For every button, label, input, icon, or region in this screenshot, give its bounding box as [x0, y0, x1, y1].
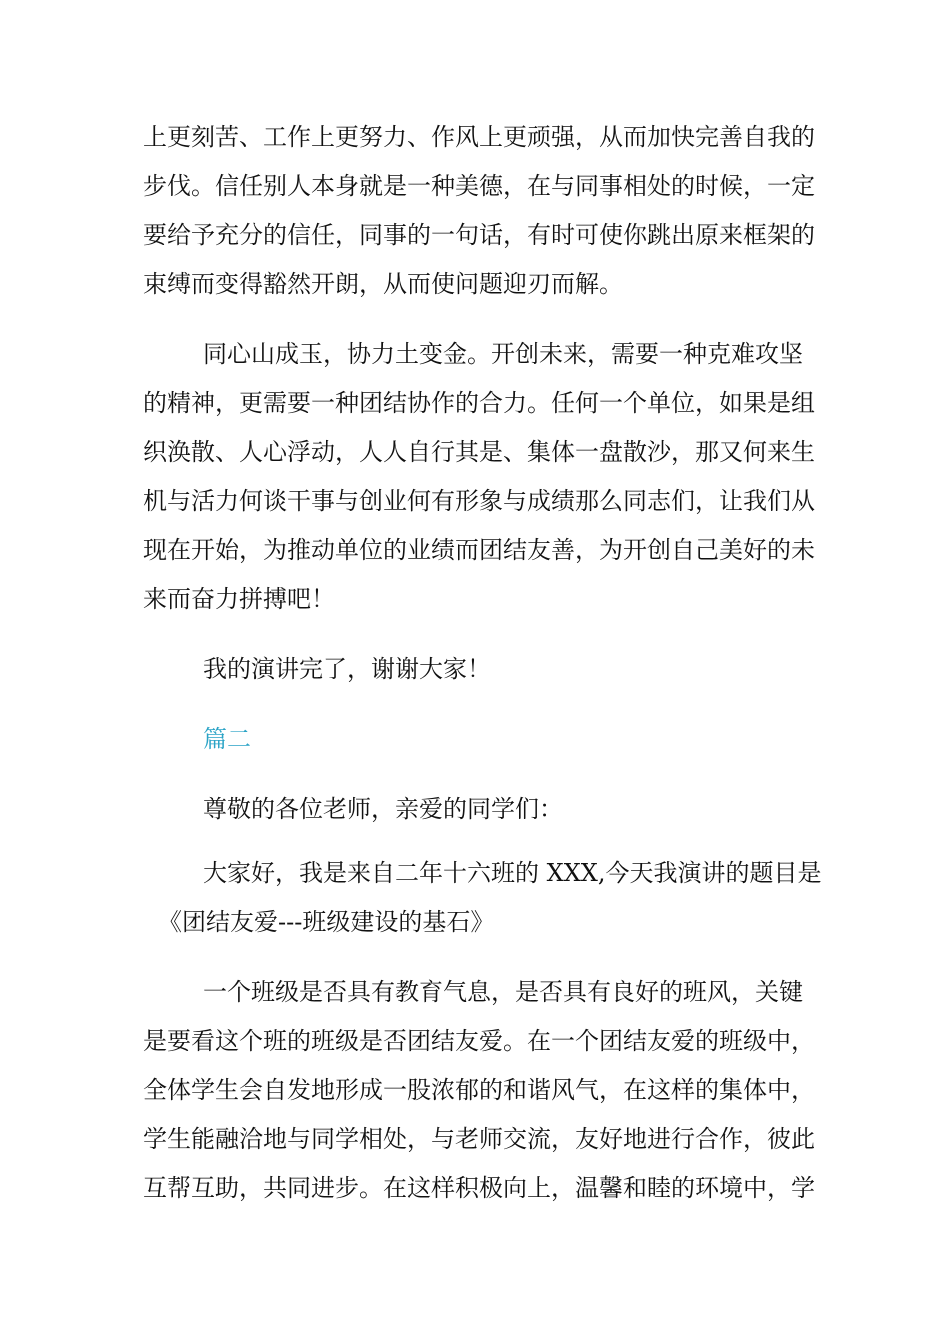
closing-line: 我的演讲完了，谢谢大家！	[203, 655, 491, 683]
paragraph-line: 来而奋力拼搏吧！	[143, 585, 335, 613]
intro-line: 大家好，我是来自二年十六班的 XXX,今天我演讲的题目是	[203, 859, 822, 887]
paragraph-line: 全体学生会自发地形成一股浓郁的和谐风气，在这样的集体中，	[143, 1076, 815, 1104]
paragraph-line: 步伐。信任别人本身就是一种美德，在与同事相处的时候，一定	[143, 172, 815, 200]
section-heading: 篇二	[203, 725, 251, 753]
paragraph-line: 的精神，更需要一种团结协作的合力。任何一个单位，如果是组	[143, 389, 815, 417]
paragraph-line: 织涣散、人心浮动，人人自行其是、集体一盘散沙，那又何来生	[143, 438, 815, 466]
paragraph-line: 是要看这个班的班级是否团结友爱。在一个团结友爱的班级中，	[143, 1027, 815, 1055]
paragraph-line: 机与活力何谈干事与创业何有形象与成绩那么同志们，让我们从	[143, 487, 815, 515]
speech-title: 《团结友爱---班级建设的基石》	[158, 908, 495, 936]
paragraph-line: 互帮互助，共同进步。在这样积极向上，温馨和睦的环境中，学	[143, 1174, 815, 1202]
paragraph-line: 一个班级是否具有教育气息，是否具有良好的班风，关键	[203, 978, 803, 1006]
paragraph-line: 上更刻苦、工作上更努力、作风上更顽强，从而加快完善自我的	[143, 123, 815, 151]
paragraph-line: 学生能融洽地与同学相处，与老师交流，友好地进行合作，彼此	[143, 1125, 815, 1153]
paragraph-line: 现在开始，为推动单位的业绩而团结友善，为开创自己美好的未	[143, 536, 815, 564]
paragraph-line: 要给予充分的信任，同事的一句话，有时可使你跳出原来框架的	[143, 221, 815, 249]
paragraph-line: 同心山成玉，协力土变金。开创未来，需要一种克难攻坚	[203, 340, 803, 368]
paragraph-line: 束缚而变得豁然开朗，从而使问题迎刃而解。	[143, 270, 623, 298]
salutation: 尊敬的各位老师，亲爱的同学们：	[203, 795, 563, 823]
